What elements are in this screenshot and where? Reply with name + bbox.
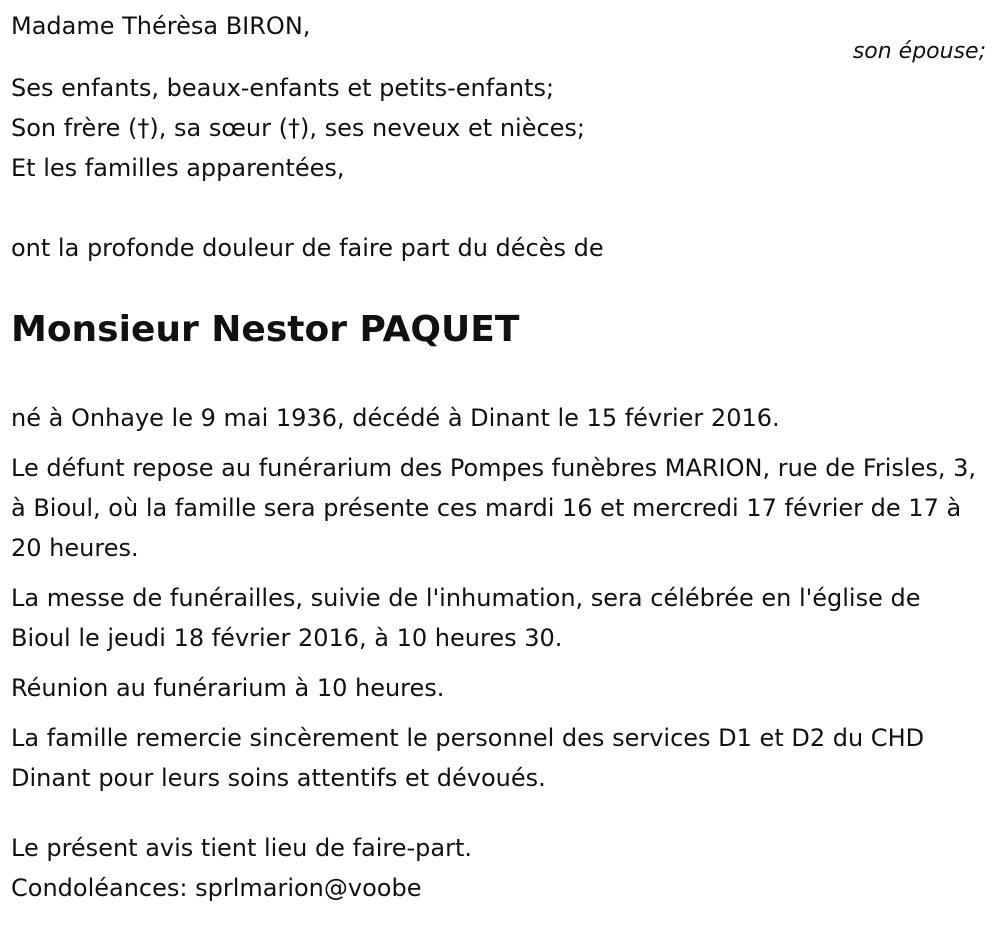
announcement-text: ont la profonde douleur de faire part du décès de [11, 234, 604, 262]
notice-details [11, 398, 986, 798]
visitation-text: Le défunt repose au funérarium des Pompes funèbres MARION, rue de Frisles, 3, à Bioul, où la famille sera présente ces mardi 16 et mercredi 17 février de 17 à 20 heures. [11, 454, 977, 562]
thanks-text: La famille remercie sincèrement le personnel des services D1 et D2 du CHD Dinant pour leurs soins attentifs et dévoués. [11, 724, 925, 792]
condolences-text: Condoléances: sprlmarion@voobe [11, 874, 422, 902]
closing-notice: Le présent avis tient lieu de faire-part. [11, 834, 473, 862]
deceased-name: Monsieur Nestor PAQUET [11, 309, 520, 350]
death-notice [11, 6, 986, 908]
meeting-text: Réunion au funérarium à 10 heures. [11, 674, 445, 702]
signer-row [11, 6, 986, 64]
funeral-text: La messe de funérailles, suivie de l'inhumation, sera célébrée en l'église de Bioul le jeudi 18 février 2016, à 10 heures 30. [11, 584, 921, 652]
family-list [11, 68, 986, 188]
closing-block [11, 828, 986, 908]
signer-role: son épouse; [852, 39, 986, 64]
birth-death-text: né à Onhaye le 9 mai 1936, décédé à Dinant le 15 février 2016. [11, 404, 780, 432]
family-line-relatives: Et les familles apparentées, [11, 154, 345, 182]
family-line-siblings: Son frère (†), sa sœur (†), ses neveux et nièces; [11, 114, 586, 142]
signer-name: Madame Thérèsa BIRON, [11, 12, 311, 40]
family-line-children: Ses enfants, beaux-enfants et petits-enfants; [11, 74, 555, 102]
